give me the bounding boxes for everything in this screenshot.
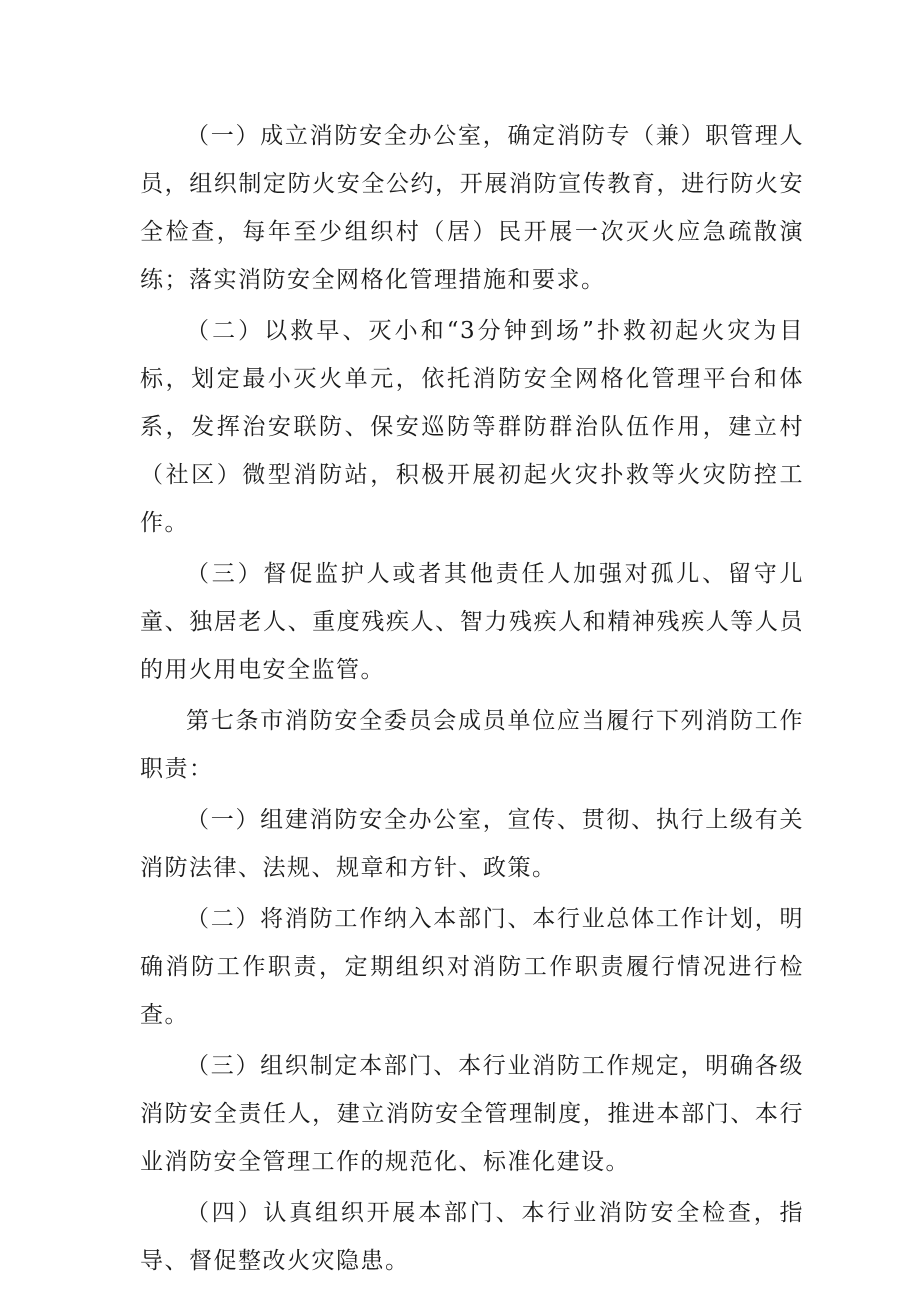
paragraph-3: （三）督促监护人或者其他责任人加强对孤儿、留守儿童、独居老人、重度残疾人、智力残疾人和精神残疾人等人员的用火用电安全监管。 (140, 561, 804, 683)
paragraph-4: 第七条市消防安全委员会成员单位应当履行下列消防工作职责： (140, 708, 804, 782)
paragraph-7: （三）组织制定本部门、本行业消防工作规定，明确各级消防安全责任人，建立消防安全管理制度，推进本部门、本行业消防安全管理工作的规范化、标准化建设。 (140, 1053, 804, 1175)
document-body (140, 112, 804, 1285)
paragraph-5: （一）组建消防安全办公室，宣传、贯彻、执行上级有关消防法律、法规、规章和方针、政策。 (140, 807, 804, 881)
paragraph-8: （四）认真组织开展本部门、本行业消防安全检查，指导、督促整改火灾隐患。 (140, 1200, 804, 1274)
paragraph-2: （二）以救早、灭小和“3分钟到场”扑救初起火灾为目标，划定最小灭火单元，依托消防安全网格化管理平台和体系，发挥治安联防、保安巡防等群防群治队伍作用，建立村（社区）微型消防站，积极开展初起火灾扑救等火灾防控工作。 (140, 318, 804, 536)
paragraph-1: （一）成立消防安全办公室，确定消防专（兼）职管理人员，组织制定防火安全公约，开展消防宣传教育，进行防火安全检查，每年至少组织村（居）民开展一次灭火应急疏散演练；落实消防安全网格化管理措施和要求。 (140, 123, 804, 293)
paragraph-6: （二）将消防工作纳入本部门、本行业总体工作计划，明确消防工作职责，定期组织对消防工作职责履行情况进行检查。 (140, 906, 804, 1028)
